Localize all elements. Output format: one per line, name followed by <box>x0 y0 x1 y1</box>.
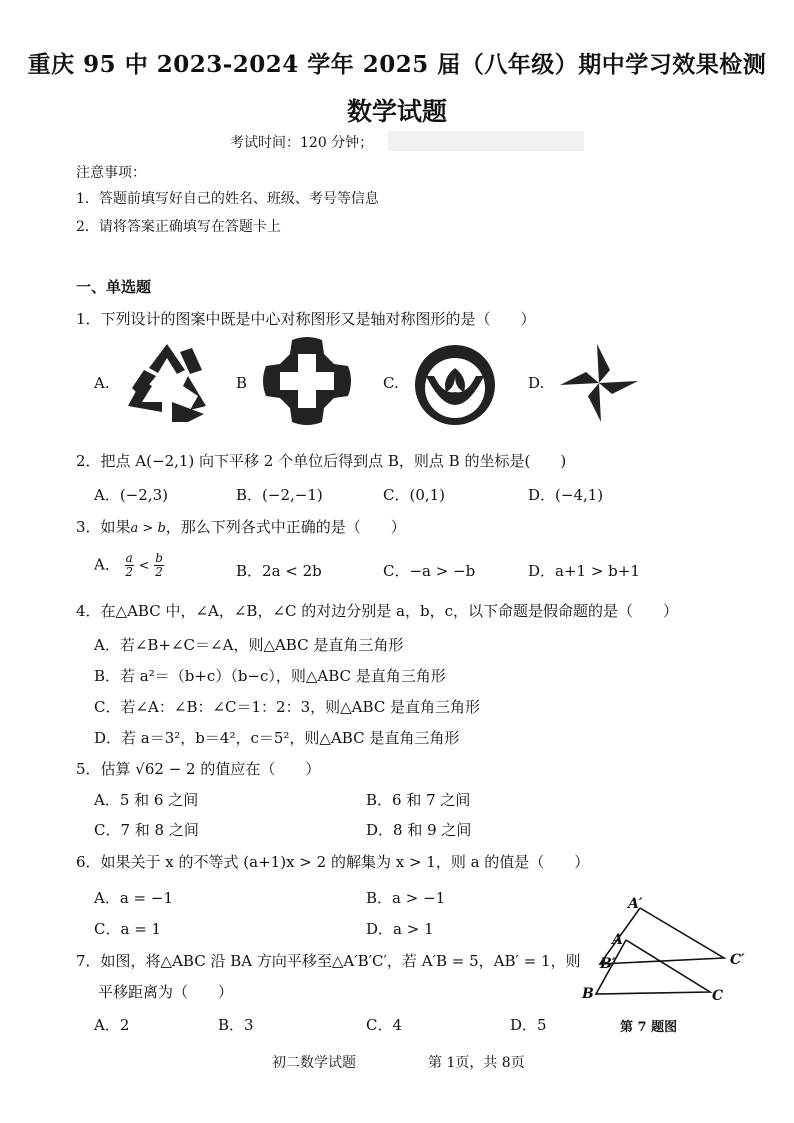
q2-option-b: B．(−2,−1) <box>236 486 323 504</box>
notice-item-1: 1．答题前填写好自己的姓名、班级、考号等信息 <box>76 191 379 207</box>
leaf-circle-icon <box>412 342 498 428</box>
paper-title: 重庆 95 中 2023-2024 学年 2025 届（八年级）期中学习效果检测 <box>27 51 767 78</box>
label-b-prime: B′ <box>600 956 616 972</box>
q1-label-a: A. <box>94 374 110 392</box>
question-4-stem: 4．在△ABC 中，∠A，∠B，∠C 的对边分别是 a，b，c，以下命题是假命题的是（ ） <box>76 602 678 620</box>
recycle-icon <box>122 340 212 426</box>
q6-option-a: A．a = −1 <box>94 889 173 907</box>
label-a: A <box>612 932 623 948</box>
q3-option-c: C．−a > −b <box>383 562 476 580</box>
exam-time: 考试时间：120 分钟； <box>230 135 374 151</box>
q5-option-b: B．6 和 7 之间 <box>366 791 471 809</box>
q3-option-a <box>94 552 164 579</box>
q4-option-d: D．若 a＝3²，b＝4²，c＝5²，则△ABC 是直角三角形 <box>94 729 460 747</box>
label-a-prime: A′ <box>628 896 643 912</box>
question-2-stem: 2．把点 A(−2,1) 向下平移 2 个单位后得到点 B，则点 B 的坐标是( ) <box>76 452 567 470</box>
q5-option-a: A．5 和 6 之间 <box>94 791 199 809</box>
q3-stem-post: ，那么下列各式中正确的是（ ） <box>165 518 406 536</box>
pinwheel-icon <box>556 340 642 426</box>
q7-translation-figure <box>574 892 774 1012</box>
q3-lt-sign: < <box>138 558 150 574</box>
label-c-prime: C′ <box>730 952 745 968</box>
q3-option-d: D．a+1 > b+1 <box>528 562 640 580</box>
q6-option-d: D．a > 1 <box>366 920 434 938</box>
question-7-stem-line2: 平移距离为（ ） <box>98 983 234 1001</box>
question-5-stem: 5．估算 √62 − 2 的值应在（ ） <box>76 760 321 778</box>
question-6-stem: 6．如果关于 x 的不等式 (a+1)x > 2 的解集为 x > 1，则 a 的值是（ ） <box>76 853 590 871</box>
paper-subtitle: 数学试题 <box>346 97 447 126</box>
q1-label-d: D. <box>528 374 545 392</box>
exam-time-blank <box>388 131 584 151</box>
q6-option-b: B．a > −1 <box>366 889 446 907</box>
q7-figure-caption: 第 7 题图 <box>620 1020 678 1035</box>
notice-item-2: 2．请将答案正确填写在答题卡上 <box>76 219 281 235</box>
section-heading: 一、单选题 <box>76 278 152 296</box>
q2-option-a: A．(−2,3) <box>94 486 168 504</box>
q3-frac-b: $\frac{b}{2}$ <box>155 551 163 579</box>
question-3-stem <box>76 516 406 537</box>
q5-option-c: C．7 和 8 之间 <box>94 821 199 839</box>
q2-option-d: D．(−4,1) <box>528 486 604 504</box>
q3-stem-pre: 3．如果 <box>76 518 131 536</box>
label-b: B <box>582 986 594 1002</box>
q3-stem-expr: a > b <box>130 521 166 536</box>
q4-option-a: A．若∠B+∠C＝∠A，则△ABC 是直角三角形 <box>94 636 404 654</box>
footer-subject: 初二数学试题 <box>272 1055 356 1071</box>
q7-option-a: A．2 <box>94 1016 130 1034</box>
cross-icon <box>262 336 352 426</box>
question-7-stem-line1: 7．如图，将△ABC 沿 BA 方向平移至△A′B′C′，若 A′B = 5，AB′ = 1，则 <box>76 952 581 970</box>
q4-option-b: B．若 a²＝（b+c）（b−c），则△ABC 是直角三角形 <box>94 667 446 685</box>
q3-option-a-label: A． <box>94 555 120 574</box>
q1-label-c: C. <box>383 374 399 392</box>
q2-option-c: C．(0,1) <box>383 486 446 504</box>
q7-option-c: C．4 <box>366 1016 403 1034</box>
q4-option-c: C．若∠A：∠B：∠C＝1：2：3，则△ABC 是直角三角形 <box>94 698 481 716</box>
q7-option-b: B．3 <box>218 1016 254 1034</box>
q5-option-d: D．8 和 9 之间 <box>366 821 472 839</box>
q3-option-b: B．2a < 2b <box>236 562 322 580</box>
label-c: C <box>712 988 724 1004</box>
notice-heading: 注意事项： <box>76 165 146 181</box>
q1-label-b: B <box>236 374 248 392</box>
footer-page-number: 第 1页，共 8页 <box>428 1055 525 1071</box>
question-1-stem: 1．下列设计的图案中既是中心对称图形又是轴对称图形的是（ ） <box>76 310 536 328</box>
q7-option-d: D．5 <box>510 1016 547 1034</box>
q6-option-c: C．a = 1 <box>94 920 162 938</box>
q3-frac-a: $\frac{a}{2}$ <box>125 551 134 579</box>
